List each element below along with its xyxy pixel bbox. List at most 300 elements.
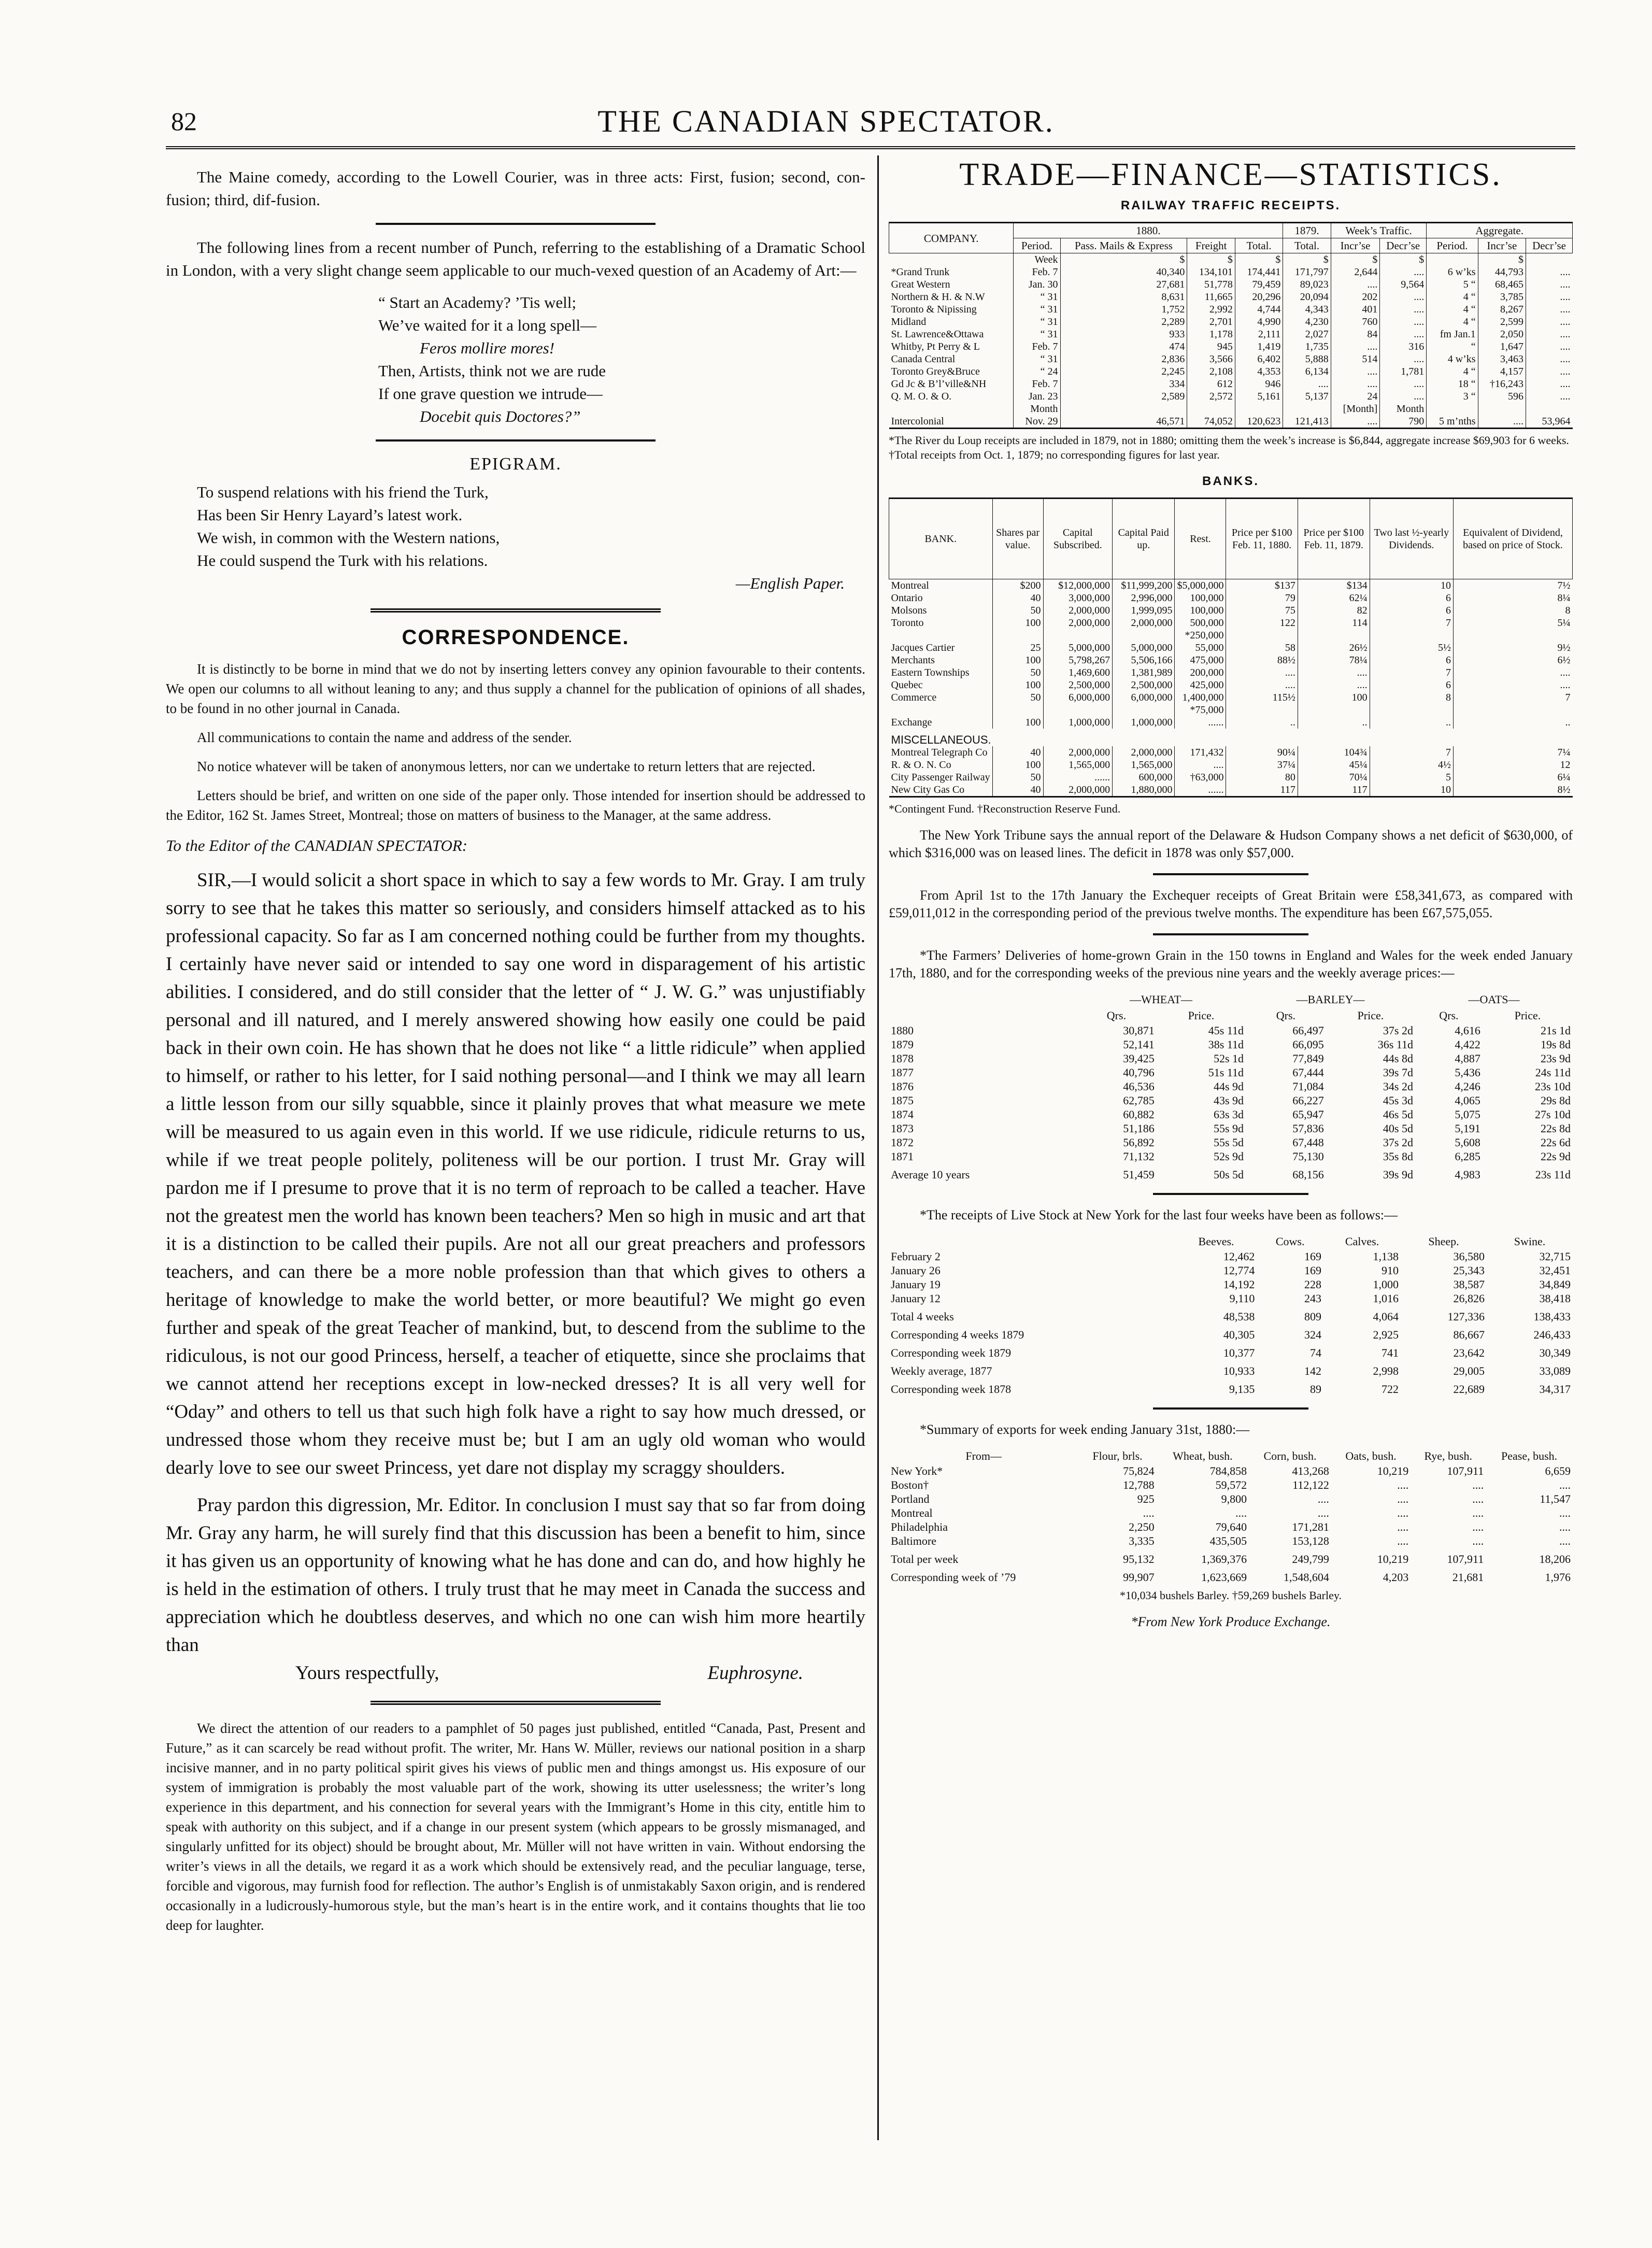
table-cell: 71,084 xyxy=(1292,1080,1324,1093)
table-cell: .... xyxy=(1380,266,1427,278)
table-cell: .... xyxy=(1526,378,1573,390)
table-cell: Commerce xyxy=(891,692,937,703)
table-cell: New City Gas Co xyxy=(889,784,993,797)
table-cell: 22s 6d xyxy=(1540,1136,1571,1149)
masthead-title: THE CANADIAN SPECTATOR. xyxy=(597,104,1055,138)
table-cell: 12,788 xyxy=(1123,1478,1155,1491)
table-cell: †16,243 xyxy=(1478,378,1526,390)
table-cell: 760 xyxy=(1331,316,1380,328)
table-cell: .... xyxy=(1380,316,1427,328)
table-cell xyxy=(1370,629,1453,642)
table-cell: 475,000 xyxy=(1175,654,1226,666)
column-header: Wheat, bush. xyxy=(1173,1449,1233,1462)
livestock-table xyxy=(889,1233,1573,1396)
table-cell: Corresponding 4 weeks 1879 xyxy=(891,1328,1024,1341)
table-cell: Weekly average, 1877 xyxy=(891,1364,992,1377)
poem-line: If one grave question we intrude— xyxy=(378,385,603,403)
table-cell: 45¼ xyxy=(1298,759,1370,771)
table-cell: 2,000,000 xyxy=(1043,746,1113,759)
table-cell: 40,340 xyxy=(1060,266,1187,278)
page-number: 82 xyxy=(171,107,197,136)
table-cell: 12,774 xyxy=(1223,1264,1255,1277)
table-row xyxy=(889,390,1573,403)
table-cell: 6¼ xyxy=(1453,771,1572,784)
table-cell: 4 “ xyxy=(1427,316,1478,328)
table-cell: Total per week xyxy=(891,1553,959,1566)
table-cell: 925 xyxy=(1137,1492,1155,1505)
table-cell: 2,000,000 xyxy=(1113,746,1175,759)
table-cell: .... xyxy=(1472,1506,1484,1519)
table-cell: 40,305 xyxy=(1223,1328,1255,1341)
table-cell: 1,735 xyxy=(1283,340,1331,353)
table-cell: 1,000,000 xyxy=(1113,716,1175,729)
table-cell: 6,285 xyxy=(1455,1150,1480,1163)
table-cell xyxy=(1226,704,1298,716)
col-company: COMPANY. xyxy=(889,223,1014,253)
table-cell: 26,826 xyxy=(1453,1292,1485,1305)
table-cell: 790 xyxy=(1380,415,1427,429)
table-cell: 74 xyxy=(1310,1346,1321,1359)
table-cell: 23s 10d xyxy=(1534,1080,1571,1093)
table-cell: $200 xyxy=(992,579,1043,592)
table-cell: 4,422 xyxy=(1455,1038,1480,1051)
table-cell: 1,419 xyxy=(1235,340,1283,353)
table-cell: 20,094 xyxy=(1283,291,1331,303)
table-cell: .... xyxy=(1380,328,1427,340)
oats-group: —OATS— xyxy=(1468,993,1520,1006)
letter-paragraph: Pray pardon this digression, Mr. Editor. In conclusion I must say that so far from doing Mr. Gray any harm, he will surely find that this discussion has been a benefit to him, since it has given us an opportunity of knowing what he has done and can do, and how highly he is held in the estimation of others. I truly trust that he may meet in Canada the success and appreciation which he doubtless deserves, and which no one can wish him more heartily than xyxy=(166,1495,865,1656)
epigram-title: EPIGRAM. xyxy=(469,454,562,474)
table-cell: 600,000 xyxy=(1113,771,1175,784)
railway-note: †Total receipts from Oct. 1, 1879; no corresponding figures for last year. xyxy=(889,448,1220,461)
table-cell: 171,432 xyxy=(1175,746,1226,759)
table-cell: 100 xyxy=(992,654,1043,666)
table-cell: 6,659 xyxy=(1545,1464,1571,1477)
table-cell xyxy=(1283,403,1331,415)
table-cell: 5,608 xyxy=(1455,1136,1480,1149)
table-cell: 75 xyxy=(1226,604,1298,617)
table-cell: 2,500,000 xyxy=(1043,679,1113,691)
table-cell: $134 xyxy=(1298,579,1370,592)
table-cell xyxy=(889,704,993,716)
table-cell: Month xyxy=(1380,403,1427,415)
table-cell: 22s 9d xyxy=(1540,1150,1571,1163)
table-cell: 10,933 xyxy=(1223,1364,1255,1377)
table-cell: “ 31 xyxy=(1014,291,1060,303)
table-cell: 29s 8d xyxy=(1540,1094,1571,1107)
table-cell: 52,141 xyxy=(1123,1038,1155,1051)
column-header: Beeves. xyxy=(1198,1235,1234,1248)
table-cell: .... xyxy=(1380,353,1427,365)
table-cell: .... xyxy=(1526,365,1573,378)
table-cell: 5,075 xyxy=(1455,1108,1480,1121)
table-row xyxy=(889,604,1573,617)
table-cell: 6,000,000 xyxy=(1113,691,1175,704)
table-cell: .... xyxy=(1298,666,1370,679)
table-cell: 1,623,669 xyxy=(1201,1571,1247,1584)
table-cell: Jan. 30 xyxy=(1014,278,1060,291)
table-cell: 74,052 xyxy=(1187,415,1235,429)
table-cell: 809 xyxy=(1304,1310,1321,1323)
table-row xyxy=(889,1534,1573,1548)
table-cell: 22s 8d xyxy=(1540,1122,1571,1135)
table-cell: 100 xyxy=(992,759,1043,771)
table-cell: 169 xyxy=(1304,1264,1321,1277)
table-cell: Exchange xyxy=(891,717,932,728)
col-agg-period: Period. xyxy=(1427,238,1478,253)
table-cell: 4,246 xyxy=(1455,1080,1480,1093)
table-cell: .... xyxy=(1397,1478,1409,1491)
table-cell: 6,000,000 xyxy=(1043,691,1113,704)
table-cell: $ xyxy=(1283,253,1331,266)
table-cell: 45s 11d xyxy=(1208,1024,1244,1037)
livestock-intro: *The receipts of Live Stock at New York for the last four weeks have been as follows:— xyxy=(920,1207,1398,1222)
table-cell: 2,998 xyxy=(1373,1364,1399,1377)
table-cell: 413,268 xyxy=(1292,1464,1329,1477)
table-cell: 44s 9d xyxy=(1213,1080,1244,1093)
table-cell: Nov. 29 xyxy=(1014,415,1060,429)
table-cell: Corresponding week 1879 xyxy=(891,1346,1012,1359)
table-row xyxy=(889,365,1573,378)
table-cell: 4,064 xyxy=(1373,1310,1399,1323)
wheat-group: —WHEAT— xyxy=(1130,993,1193,1006)
table-cell: .... xyxy=(1526,291,1573,303)
table-cell: 2,500,000 xyxy=(1113,679,1175,691)
table-cell: 5 xyxy=(1370,771,1453,784)
table-cell: 5,137 xyxy=(1283,390,1331,403)
table-cell: 100 xyxy=(992,679,1043,691)
table-cell: .. xyxy=(1370,716,1453,729)
table-cell: “ 31 xyxy=(1014,328,1060,340)
table-cell: Gd Jc & B’l’ville&NH xyxy=(891,378,987,390)
table-cell: 21s 1d xyxy=(1540,1024,1571,1037)
col-agg-incr: Incr’se xyxy=(1478,238,1526,253)
epigram-source: —English Paper. xyxy=(735,574,845,592)
table-cell: “ 31 xyxy=(1014,303,1060,316)
table-cell: 20,296 xyxy=(1235,291,1283,303)
table-cell: 39s 7d xyxy=(1383,1066,1413,1079)
poem-line: We’ve waited for it a long spell— xyxy=(378,316,597,334)
table-cell: Jacques Cartier xyxy=(891,642,955,653)
table-cell: 2,589 xyxy=(1060,390,1187,403)
table-cell: 30,349 xyxy=(1539,1346,1571,1359)
table-cell: Average 10 years xyxy=(891,1168,970,1181)
table-cell: 1875 xyxy=(891,1094,914,1107)
table-cell: 2,836 xyxy=(1060,353,1187,365)
table-cell: 2,000,000 xyxy=(1043,784,1113,797)
table-cell: Boston† xyxy=(891,1478,929,1491)
table-cell: 1,781 xyxy=(1380,365,1427,378)
table-cell: .... xyxy=(1380,291,1427,303)
table-cell: 10 xyxy=(1370,784,1453,797)
tribune-paragraph: The New York Tribune says the annual report of the Delaware & Hudson Company shows a net deficit of $630,000, of which $316,000 was on leased lines. The deficit in 1878 was only $57,000. xyxy=(889,828,1573,860)
table-cell: 36,580 xyxy=(1453,1250,1485,1263)
epigram-line: We wish, in common with the Western nations, xyxy=(197,529,500,547)
table-cell: 50s 5d xyxy=(1213,1168,1244,1181)
table-cell: 40 xyxy=(992,746,1043,759)
table-row xyxy=(889,303,1573,316)
table-cell: 3,000,000 xyxy=(1043,592,1113,604)
table-cell: 7 xyxy=(1370,617,1453,629)
table-cell: 23s 11d xyxy=(1535,1168,1571,1181)
col-week-traffic: Week’s Traffic. xyxy=(1331,223,1426,238)
table-cell: Canada Central xyxy=(891,353,956,365)
column-header: Qrs. xyxy=(1276,1009,1296,1022)
table-cell: $ xyxy=(1380,253,1427,266)
column-header: Corn, bush. xyxy=(1263,1449,1317,1462)
table-cell: 34s 2d xyxy=(1383,1080,1413,1093)
table-cell: .... xyxy=(1526,340,1573,353)
table-cell: Feb. 7 xyxy=(1014,378,1060,390)
table-cell: 138,433 xyxy=(1533,1310,1571,1323)
table-cell: 4,616 xyxy=(1455,1024,1480,1037)
table-cell: 10,377 xyxy=(1223,1346,1255,1359)
table-cell: 22,689 xyxy=(1453,1383,1485,1396)
table-cell xyxy=(1478,403,1526,415)
table-cell: 57,836 xyxy=(1292,1122,1324,1135)
table-cell: .... xyxy=(1526,266,1573,278)
table-row xyxy=(889,340,1573,353)
epigram-line: To suspend relations with his friend the Turk, xyxy=(197,483,489,501)
table-cell: Great Western xyxy=(891,279,950,290)
table-cell: 1,400,000 xyxy=(1175,691,1226,704)
table-cell: 9,110 xyxy=(1229,1292,1255,1305)
table-cell: 1,178 xyxy=(1187,328,1235,340)
table-cell: 4,887 xyxy=(1455,1052,1480,1065)
column-header: Price. xyxy=(1188,1009,1215,1022)
table-cell: 6 w’ks xyxy=(1427,266,1478,278)
table-cell: 8¼ xyxy=(1453,592,1572,604)
table-cell: 8 xyxy=(1370,691,1453,704)
column-header: Flour, brls. xyxy=(1092,1449,1143,1462)
table-cell: 27,681 xyxy=(1060,278,1187,291)
column-header: Capital Subscribed. xyxy=(1043,499,1113,579)
col-total: Total. xyxy=(1235,238,1283,253)
table-cell: 100 xyxy=(992,716,1043,729)
table-cell: 2,000,000 xyxy=(1043,604,1113,617)
epigram-line: He could suspend the Turk with his relations. xyxy=(197,551,488,570)
separator-rule xyxy=(1153,873,1308,875)
table-cell: 8,631 xyxy=(1060,291,1187,303)
column-header: Pease, bush. xyxy=(1501,1449,1558,1462)
table-cell: 46,536 xyxy=(1123,1080,1155,1093)
table-cell: Portland xyxy=(891,1492,930,1505)
table-cell: 153,128 xyxy=(1292,1534,1329,1547)
table-cell: 5,161 xyxy=(1235,390,1283,403)
table-cell: 50 xyxy=(992,604,1043,617)
table-cell: 120,623 xyxy=(1235,415,1283,429)
table-row xyxy=(889,266,1573,278)
table-cell: 7 xyxy=(1370,666,1453,679)
table-cell: January 19 xyxy=(891,1278,941,1291)
table-cell: 2,111 xyxy=(1235,328,1283,340)
table-cell: .... xyxy=(1380,303,1427,316)
table-cell: 30,871 xyxy=(1123,1024,1155,1037)
column-header: Price. xyxy=(1357,1009,1384,1022)
table-cell: 62,785 xyxy=(1123,1094,1155,1107)
table-cell: .... xyxy=(1559,1506,1571,1519)
table-cell: Ontario xyxy=(891,592,923,604)
to-editor-line: To the Editor of the CANADIAN SPECTATOR: xyxy=(166,836,468,855)
correspondence-title: CORRESPONDENCE. xyxy=(402,626,630,649)
railway-table xyxy=(889,222,1573,429)
exports-intro: *Summary of exports for week ending January 31st, 1880:— xyxy=(920,1422,1250,1437)
table-cell: January 26 xyxy=(891,1264,941,1277)
table-cell: 65,947 xyxy=(1292,1108,1324,1121)
table-cell: 474 xyxy=(1060,340,1187,353)
table-cell: 37s 2d xyxy=(1383,1136,1413,1149)
table-cell: $ xyxy=(1478,253,1526,266)
table-cell: .. xyxy=(1453,716,1572,729)
table-cell: Toronto & Nipissing xyxy=(891,304,977,315)
table-cell: 29,005 xyxy=(1453,1364,1485,1377)
table-cell: 2,925 xyxy=(1373,1328,1399,1341)
table-cell: 5½ xyxy=(1370,642,1453,654)
column-header: Sheep. xyxy=(1428,1235,1459,1248)
table-cell: 11,665 xyxy=(1187,291,1235,303)
table-cell: .... xyxy=(1331,378,1380,390)
table-cell: ...... xyxy=(1175,784,1226,797)
table-row xyxy=(889,642,1573,654)
table-cell: 9½ xyxy=(1453,642,1572,654)
table-cell: 514 xyxy=(1331,353,1380,365)
table-cell: 90¼ xyxy=(1226,746,1298,759)
table-cell: 58 xyxy=(1226,642,1298,654)
table-cell: *250,000 xyxy=(1175,629,1226,642)
table-cell: 612 xyxy=(1187,378,1235,390)
table-cell: Corresponding week 1878 xyxy=(891,1383,1012,1396)
table-cell: 1880 xyxy=(891,1024,914,1037)
table-row xyxy=(889,1249,1573,1263)
table-cell: .... xyxy=(1559,1478,1571,1491)
table-cell: 1,976 xyxy=(1545,1571,1571,1584)
table-cell: 1,752 xyxy=(1060,303,1187,316)
table-row xyxy=(889,1277,1573,1291)
table-cell xyxy=(1427,253,1478,266)
table-cell: 1,880,000 xyxy=(1113,784,1175,797)
table-cell: 39s 9d xyxy=(1383,1168,1413,1181)
table-cell: 89,023 xyxy=(1283,278,1331,291)
table-cell: 68,465 xyxy=(1478,278,1526,291)
table-cell: .... xyxy=(1317,1492,1329,1505)
notice-paragraph: Letters should be brief, and written on one side of the paper only. Those intended for insertion should be addressed to the Editor, 162 St. James Street, Montreal; those on matters of business to the Manager, at the same address. xyxy=(166,788,865,823)
table-cell: 2,572 xyxy=(1187,390,1235,403)
table-cell: 62¼ xyxy=(1298,592,1370,604)
table-cell: 4,203 xyxy=(1383,1571,1409,1584)
table-cell: 14,192 xyxy=(1223,1278,1255,1291)
table-cell: 435,505 xyxy=(1209,1534,1247,1547)
table-cell: Montreal Telegraph Co xyxy=(891,747,988,758)
table-cell: 169 xyxy=(1304,1250,1321,1263)
table-cell: .... xyxy=(1559,1520,1571,1533)
table-row xyxy=(889,415,1573,429)
column-header: Shares par value. xyxy=(992,499,1043,579)
table-cell: 5 m’nths xyxy=(1427,415,1478,429)
table-cell: [Month] xyxy=(1331,403,1380,415)
table-row xyxy=(889,1464,1573,1478)
table-cell: 66,095 xyxy=(1292,1038,1324,1051)
table-cell: 37¼ xyxy=(1226,759,1298,771)
table-cell: 5,436 xyxy=(1455,1066,1480,1079)
signature: Euphrosyne. xyxy=(707,1662,803,1684)
table-cell: 60,882 xyxy=(1123,1108,1155,1121)
table-cell: 55,000 xyxy=(1175,642,1226,654)
table-cell: 171,797 xyxy=(1283,266,1331,278)
table-cell: 24 xyxy=(1331,390,1380,403)
table-cell: 51,778 xyxy=(1187,278,1235,291)
table-cell: 40,796 xyxy=(1123,1066,1155,1079)
table-cell: 4,065 xyxy=(1455,1094,1480,1107)
table-cell: 68,156 xyxy=(1292,1168,1324,1181)
table-cell: 2,250 xyxy=(1129,1520,1155,1533)
table-cell: 5,000,000 xyxy=(1043,642,1113,654)
table-cell: 4,744 xyxy=(1235,303,1283,316)
table-cell: 1,000,000 xyxy=(1043,716,1113,729)
section-rule xyxy=(371,1701,661,1705)
table-cell: 37s 2d xyxy=(1383,1024,1413,1037)
punch-intro: The following lines from a recent number of Punch, referring to the establishing of a Dramatic School in London, with a very slight change seem applicable to our much-vexed question of an Academy of Art:— xyxy=(166,238,865,279)
table-cell: 27s 10d xyxy=(1534,1108,1571,1121)
table-cell: 12 xyxy=(1453,759,1572,771)
letter-signoff xyxy=(166,1659,865,1687)
table-cell xyxy=(1526,253,1573,266)
table-cell: 33,089 xyxy=(1539,1364,1571,1377)
misc-title: MISCELLANEOUS. xyxy=(891,733,991,746)
table-cell: 2,245 xyxy=(1060,365,1187,378)
table-cell: 107,911 xyxy=(1447,1464,1484,1477)
table-cell: 2,701 xyxy=(1187,316,1235,328)
table-cell: 18,206 xyxy=(1539,1553,1571,1566)
table-cell: 86,667 xyxy=(1453,1328,1485,1341)
table-cell xyxy=(1427,403,1478,415)
table-cell xyxy=(992,629,1043,642)
table-cell: 66,497 xyxy=(1292,1024,1324,1037)
table-cell: 11,547 xyxy=(1540,1492,1571,1505)
table-cell: .... xyxy=(1453,679,1572,691)
table-cell: $137 xyxy=(1226,579,1298,592)
table-cell: 334 xyxy=(1060,378,1187,390)
table-cell: Week xyxy=(1014,253,1060,266)
table-cell: 4,230 xyxy=(1283,316,1331,328)
table-cell: 933 xyxy=(1060,328,1187,340)
table-cell: .... xyxy=(1397,1506,1409,1519)
left-column xyxy=(166,166,865,1944)
table-cell: .... xyxy=(1226,679,1298,691)
table-cell: 115½ xyxy=(1226,691,1298,704)
table-row xyxy=(889,1107,1573,1121)
railway-rows xyxy=(889,253,1573,429)
table-cell: 7 xyxy=(1453,691,1572,704)
col-agg-decr: Decr’se xyxy=(1526,238,1573,253)
table-cell: Molsons xyxy=(891,605,927,616)
table-row xyxy=(889,746,1573,759)
table-cell: .... xyxy=(1331,415,1380,429)
table-row xyxy=(889,679,1573,691)
poem-line: “ Start an Academy? ’Tis well; xyxy=(378,293,576,311)
table-cell: 4,983 xyxy=(1455,1168,1480,1181)
poem-line: Docebit quis Doctores?” xyxy=(420,407,581,425)
notice-paragraph: It is distinctly to be borne in mind that we do not by inserting letters convey any opinion favourable to their contents. We open our columns to all without leaning to any; and thus supply a channel for the publication of opinions of all shades, to be found in no other journal in Canada. xyxy=(166,661,865,716)
table-row xyxy=(889,278,1573,291)
epigram-line: Has been Sir Henry Layard’s latest work. xyxy=(197,506,463,524)
table-cell: “ 31 xyxy=(1014,316,1060,328)
table-cell: 202 xyxy=(1331,291,1380,303)
table-cell: 38,587 xyxy=(1453,1278,1485,1291)
table-cell: 2,050 xyxy=(1478,328,1526,340)
table-cell: 51,186 xyxy=(1123,1122,1155,1135)
table-cell: 52s 9d xyxy=(1213,1150,1244,1163)
average-row xyxy=(889,1163,1573,1182)
